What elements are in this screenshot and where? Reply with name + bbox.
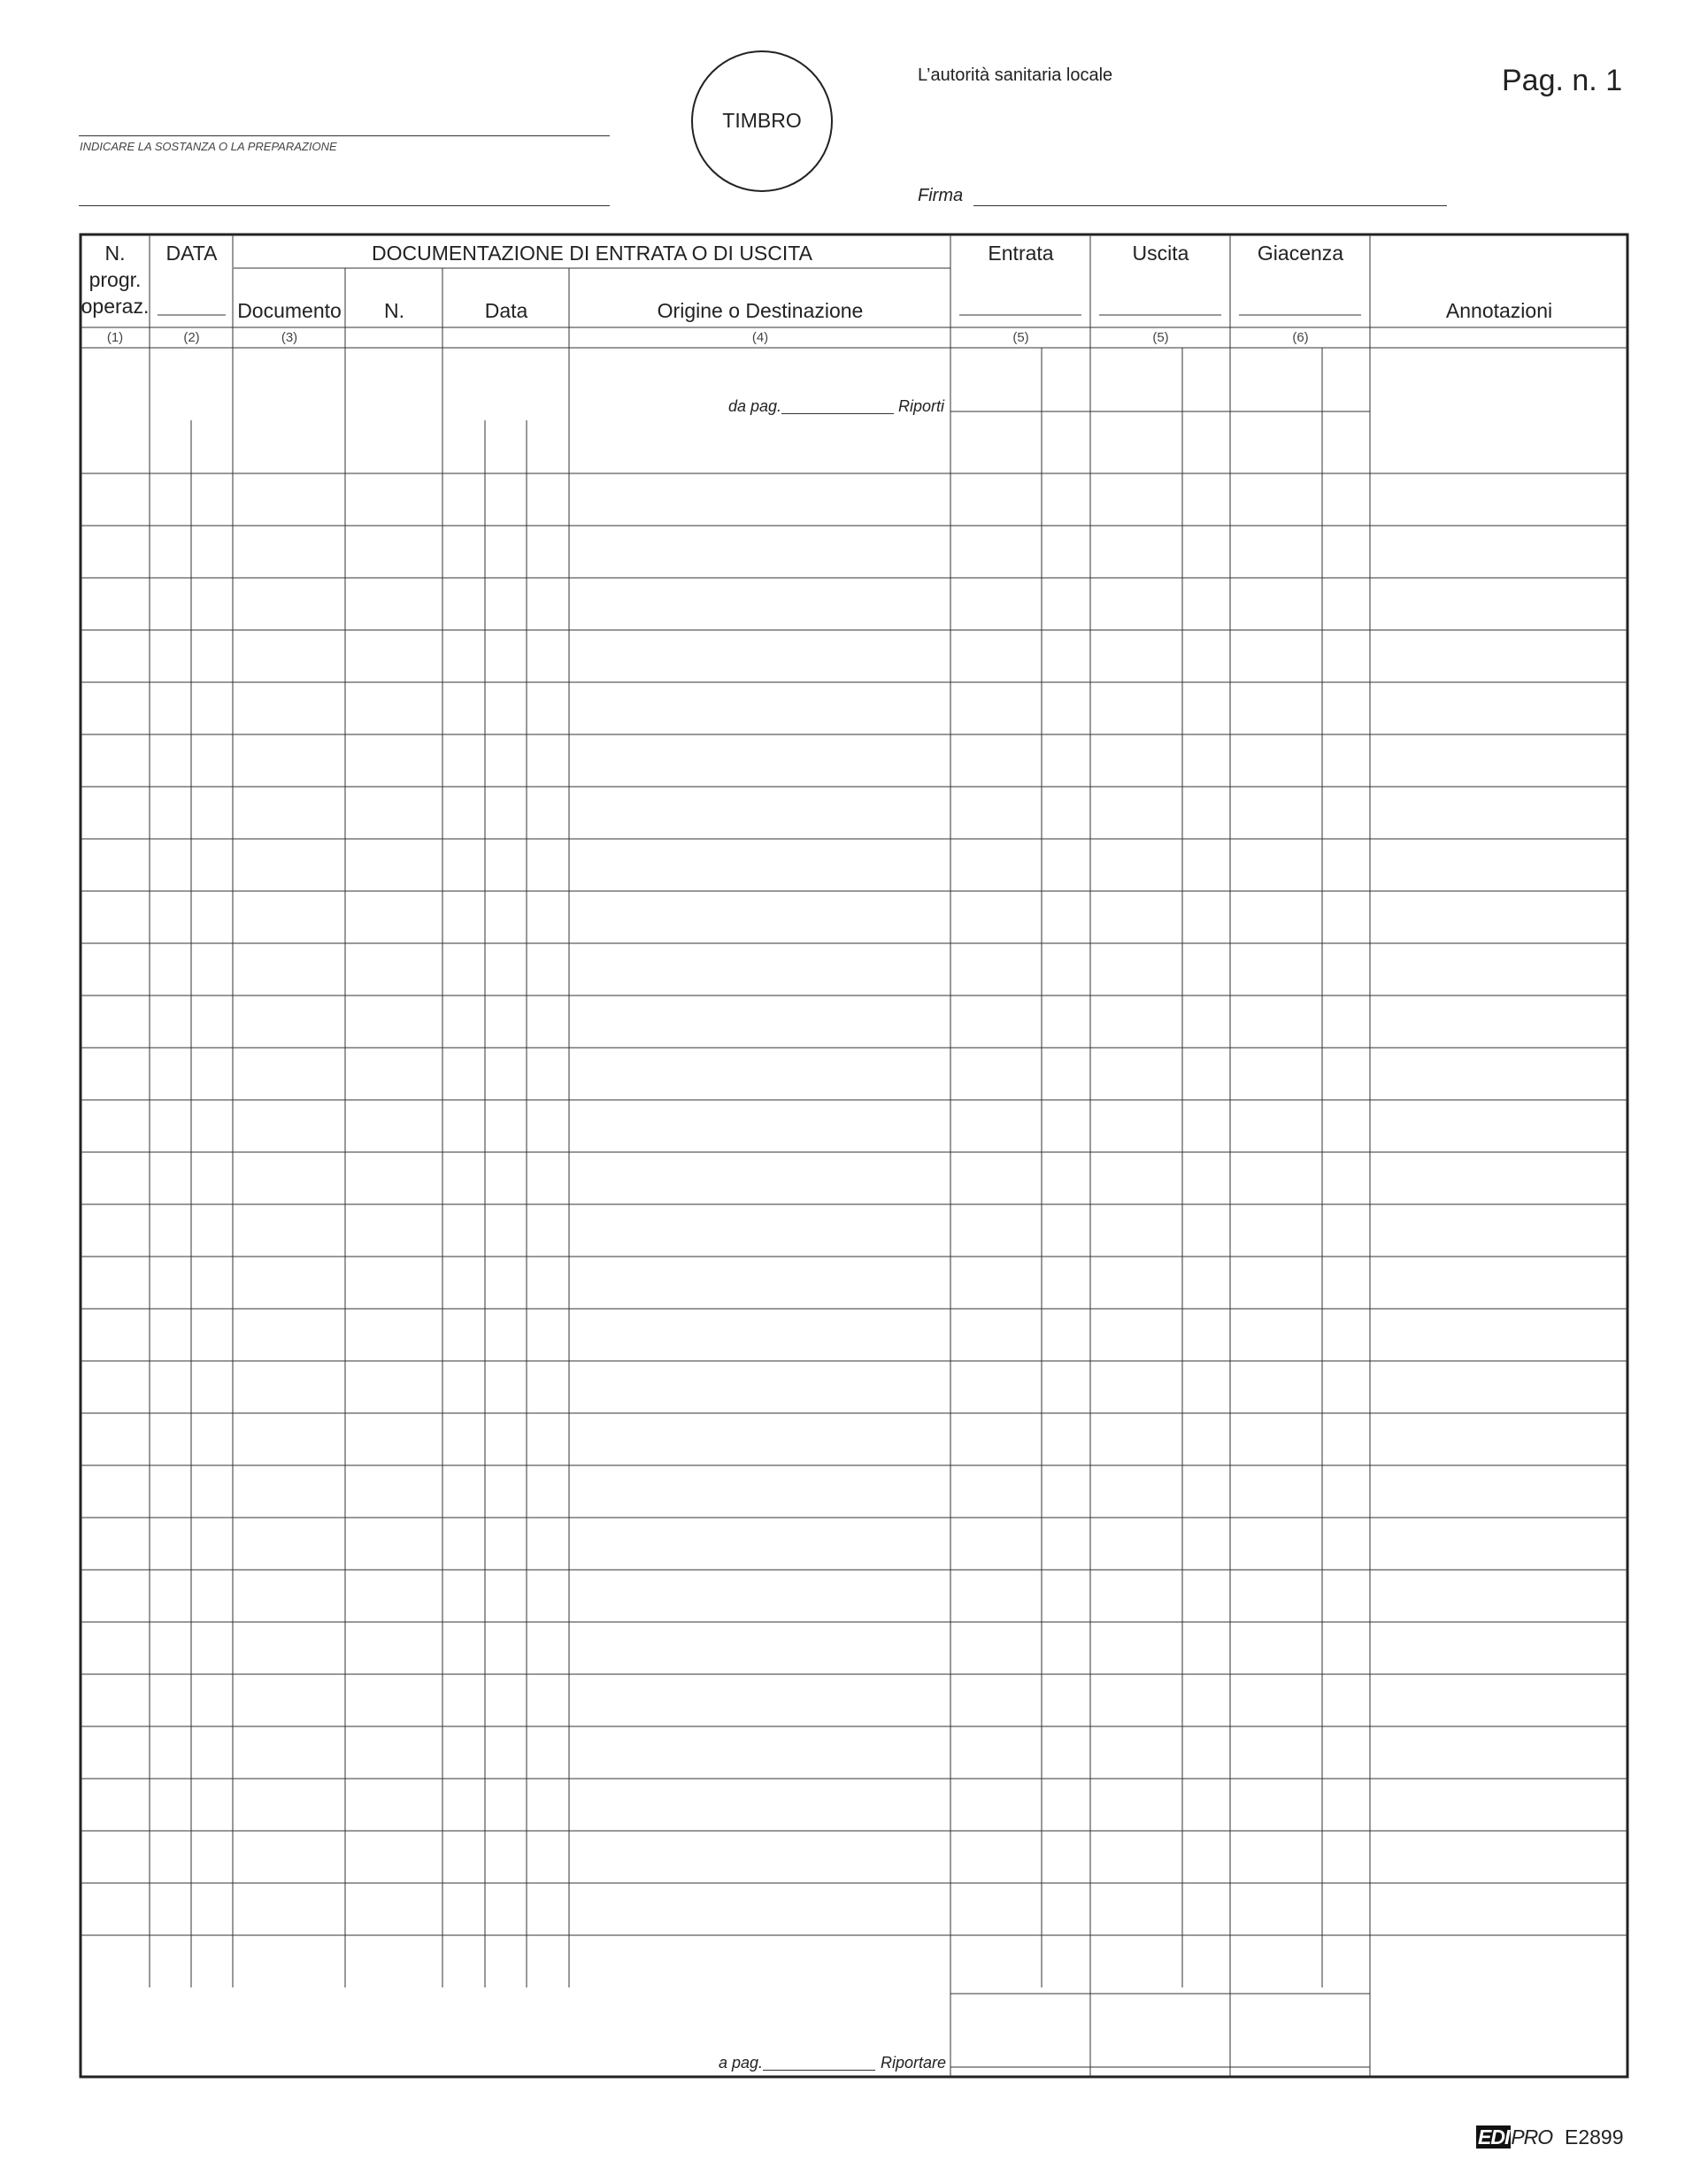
brand-logo <box>1476 2125 1552 2149</box>
ref-4: (4) <box>751 330 769 345</box>
page-number: Pag. n. 1 <box>1502 64 1623 97</box>
carry-in-label: Riporti <box>898 397 945 415</box>
carry-out-prefix: a pag. <box>719 2054 764 2072</box>
authority-label: L’autorità sanitaria locale <box>918 65 1113 85</box>
ref-2: (2) <box>183 330 200 345</box>
brand-logo-b: PRO <box>1511 2125 1553 2148</box>
stamp-label: TIMBRO <box>722 109 802 132</box>
carry-out-page-line[interactable] <box>763 2070 875 2071</box>
col-n-line1: N. <box>104 242 126 265</box>
signature-label: Firma <box>918 186 964 205</box>
ref-5a: (5) <box>1012 330 1029 345</box>
substance-hint: INDICARE LA SOSTANZA O LA PREPARAZIONE <box>80 140 337 153</box>
col-documento-header: Documento <box>237 299 342 322</box>
col-entrata-header: Entrata <box>988 242 1054 265</box>
ref-1: (1) <box>106 330 124 345</box>
col-n-line2: progr. <box>88 268 142 291</box>
carry-out-label: Riportare <box>881 2054 947 2072</box>
col-data-header: DATA <box>165 242 218 265</box>
col-num-header: N. <box>384 299 404 322</box>
form-code: E2899 <box>1565 2125 1624 2148</box>
col-giacenza-header: Giacenza <box>1257 242 1344 265</box>
col-annotazioni-header: Annotazioni <box>1445 299 1553 322</box>
ref-5b: (5) <box>1152 330 1169 345</box>
brand-logo-a: EDI <box>1478 2125 1510 2148</box>
table-border <box>81 234 1627 2077</box>
ref-6: (6) <box>1292 330 1309 345</box>
col-uscita-header: Uscita <box>1132 242 1189 265</box>
carry-in-page-line[interactable] <box>781 413 894 414</box>
ref-3: (3) <box>281 330 298 345</box>
col-origine-header: Origine o Destinazione <box>657 299 864 322</box>
col-n-line3: operaz. <box>81 295 150 318</box>
carry-in-prefix: da pag. <box>728 397 782 415</box>
col-data2-header: Data <box>484 299 528 322</box>
doc-group-header: DOCUMENTAZIONE DI ENTRATA O DI USCITA <box>372 242 812 265</box>
